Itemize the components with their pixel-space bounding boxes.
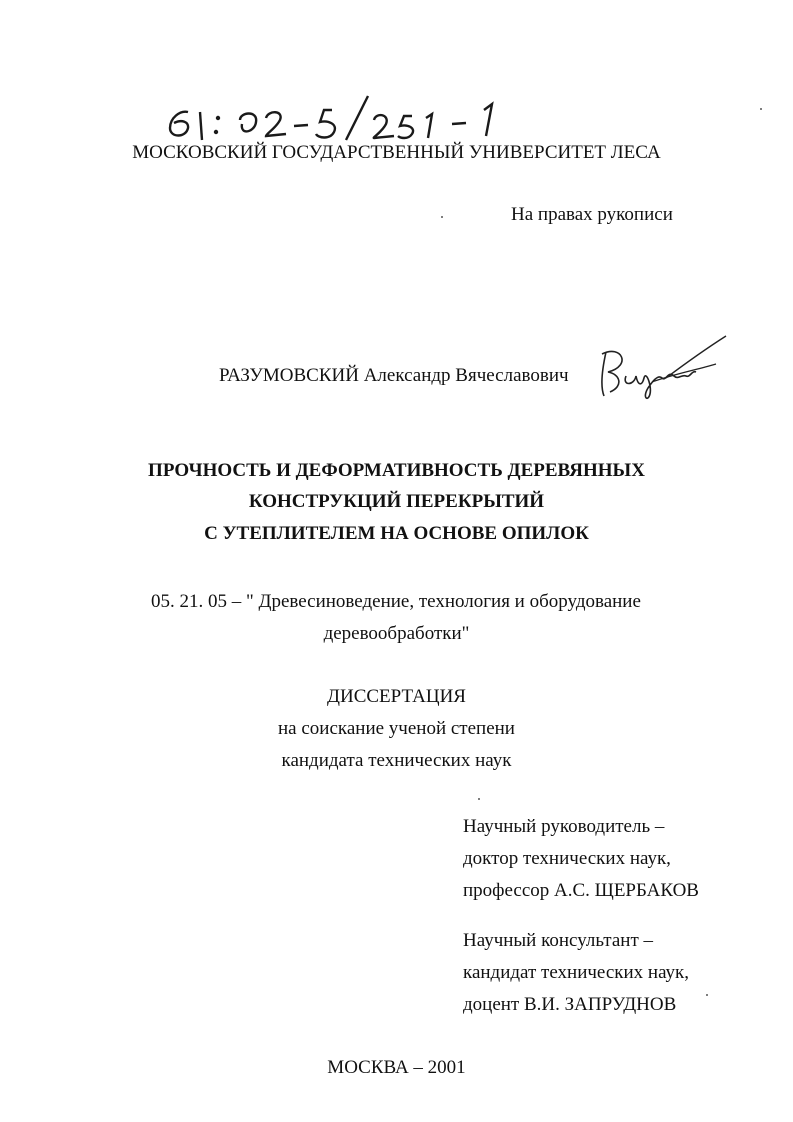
specialty-line-1: 05. 21. 05 – " Древесиноведение, технология и оборудование [151, 591, 641, 612]
dissertation-title-line-2: КОНСТРУКЦИЙ ПЕРЕКРЫТИЙ [248, 491, 545, 512]
dissertation-title-line-3: С УТЕПЛИТЕЛЕМ НА ОСНОВЕ ОПИЛОК [204, 523, 589, 544]
consultant-name: доцент В.И. ЗАПРУДНОВ [463, 994, 677, 1015]
scan-speck [760, 108, 762, 110]
dissertation-title-line-1: ПРОЧНОСТЬ И ДЕФОРМАТИВНОСТЬ ДЕРЕВЯННЫХ [148, 460, 645, 481]
specialty-line-2: деревообработки" [323, 623, 470, 644]
work-type-line-1: на соискание ученой степени [278, 718, 515, 739]
archive-code-handwriting [162, 92, 522, 142]
supervisor-role: Научный руководитель – [463, 816, 665, 837]
work-type-line-2: кандидата технических наук [281, 750, 512, 771]
consultant-role: Научный консультант – [463, 930, 653, 951]
supervisor-degree: доктор технических наук, [463, 848, 671, 869]
scan-speck [706, 994, 708, 996]
scan-speck [478, 798, 480, 800]
work-type-heading: ДИССЕРТАЦИЯ [327, 686, 466, 707]
city-year: МОСКВА – 2001 [327, 1057, 466, 1078]
scan-speck [441, 216, 443, 218]
institution-name: МОСКОВСКИЙ ГОСУДАРСТВЕННЫЙ УНИВЕРСИТЕТ ЛЕСА [132, 142, 661, 163]
signature-scribble [592, 330, 732, 410]
author-signature [592, 330, 732, 415]
consultant-degree: кандидат технических наук, [463, 962, 690, 983]
author-name: РАЗУМОВСКИЙ Александр Вячеславович [219, 365, 569, 386]
rights-notice: На правах рукописи [511, 204, 673, 225]
supervisor-name: профессор А.С. ЩЕРБАКОВ [463, 880, 699, 901]
